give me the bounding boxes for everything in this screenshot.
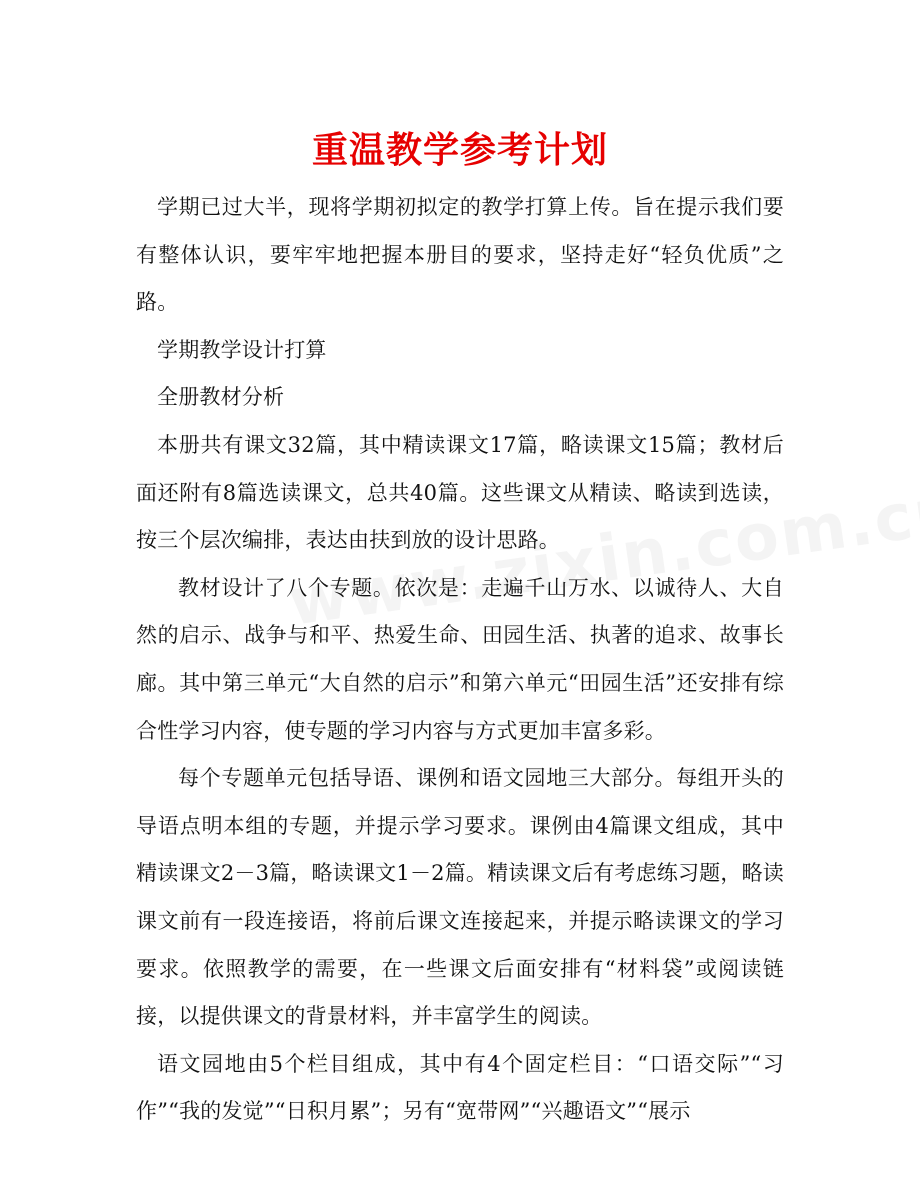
document-title: 重温教学参考计划 bbox=[311, 129, 608, 171]
section-heading-analysis: 全册教材分析 bbox=[157, 385, 285, 410]
document-body bbox=[136, 184, 784, 1136]
paragraph-language-garden: 语文园地由5个栏目组成，其中有4个固定栏目：“口语交际”“习作”“我的发觉”“日积月累”；另有“宽带网”“兴趣语文”“展示 bbox=[136, 1051, 784, 1124]
paragraph-topics: 教材设计了八个专题。依次是：走遍千山万水、以诚待人、大自然的启示、战争与和平、热爱生命、田园生活、执著的追求、故事长廊。其中第三单元“大自然的启示”和第六单元“田园生活”还安排有综合性学习内容，使专题的学习内容与方式更加丰富多彩。 bbox=[136, 575, 784, 743]
section-heading-plan: 学期教学设计打算 bbox=[157, 337, 327, 362]
paragraph-intro: 学期已过大半，现将学期初拟定的教学打算上传。旨在提示我们要有整体认识，要牢牢地把握本册目的要求，坚持走好“轻负优质”之路。 bbox=[136, 195, 784, 315]
paragraph-unit-structure: 每个专题单元包括导语、课例和语文园地三大部分。每组开头的导语点明本组的专题，并提示学习要求。课例由4篇课文组成，其中精读课文2－3篇，略读课文1－2篇。精读课文后有考虑练习题，略读课文前有一段连接语，将前后课文连接起来，并提示略读课文的学习要求。依照教学的需要，在一些课文后面安排有“材料袋”或阅读链接，以提供课文的背景材料，并丰富学生的阅读。 bbox=[136, 766, 784, 1029]
paragraph-lesson-count: 本册共有课文32篇，其中精读课文17篇，略读课文15篇；教材后面还附有8篇选读课文，总共40篇。这些课文从精读、略读到选读，按三个层次编排，表达由扶到放的设计思路。 bbox=[136, 432, 784, 553]
